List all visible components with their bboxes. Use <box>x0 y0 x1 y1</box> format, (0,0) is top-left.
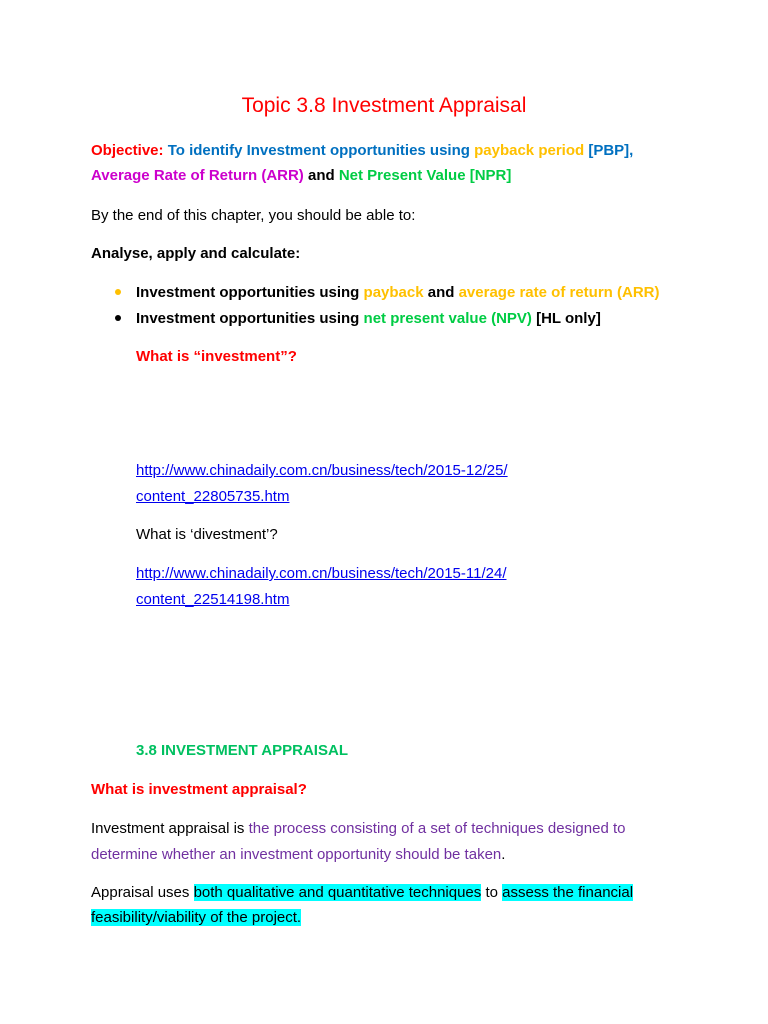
definition-end: . <box>501 846 506 863</box>
section-heading: 3.8 INVESTMENT APPRAISAL <box>136 742 348 759</box>
bullet-dot-2 <box>115 315 121 321</box>
appraisal-uses-assess: assess the financial <box>502 884 634 901</box>
appraisal-uses-lead: Appraisal uses <box>91 884 190 901</box>
definition-highlight-2: determine whether an investment opportunity should be taken <box>91 846 502 863</box>
bullet-1-and: and <box>427 284 455 301</box>
question-appraisal: What is investment appraisal? <box>91 781 307 798</box>
bullet-item-2 <box>136 309 601 329</box>
link-divestment-line-1[interactable]: http://www.chinadaily.com.cn/business/tech/2015-11/24/ <box>136 565 507 582</box>
question-investment: What is “investment”? <box>136 348 297 365</box>
definition-lead: Investment appraisal is <box>91 820 245 837</box>
objective-and: and <box>307 167 335 184</box>
appraisal-uses-feasibility: feasibility/viability of the project. <box>91 909 302 926</box>
definition-highlight-1: the process consisting of a set of techniques designed to <box>248 820 626 837</box>
link-divestment-line-2[interactable]: content_22514198.htm <box>136 591 290 608</box>
bullet-1-payback: payback <box>363 284 424 301</box>
objective-line-1 <box>91 141 633 161</box>
bullet-2-hl: [HL only] <box>536 310 601 327</box>
appraisal-uses-line-2 <box>91 908 301 928</box>
bullet-1-arr: average rate of return (ARR) <box>458 284 660 301</box>
objective-line-2 <box>91 166 511 186</box>
bullet-2-text: Investment opportunities using <box>136 310 360 327</box>
link-investment-line-1[interactable]: http://www.chinadaily.com.cn/business/tech/2015-12/25/ <box>136 462 508 479</box>
page-title: Topic 3.8 Investment Appraisal <box>241 94 527 117</box>
objective-label: Objective: <box>91 142 164 159</box>
definition-line-1 <box>91 819 625 839</box>
analyse-heading: Analyse, apply and calculate: <box>91 245 301 262</box>
objective-pbp: [PBP], <box>588 142 634 159</box>
bullet-item-1 <box>136 283 659 303</box>
objective-npv: Net Present Value [NPR] <box>338 167 512 184</box>
question-divestment: What is ‘divestment’? <box>136 526 278 543</box>
bullet-dot-1 <box>115 289 121 295</box>
intro-text: By the end of this chapter, you should be able to: <box>91 207 416 224</box>
objective-arr: Average Rate of Return (ARR) <box>91 167 304 184</box>
definition-line-2 <box>91 845 505 865</box>
objective-text: To identify Investment opportunities using <box>167 142 470 159</box>
bullet-2-npv: net present value (NPV) <box>363 310 532 327</box>
appraisal-uses-line-1 <box>91 883 633 903</box>
appraisal-uses-to: to <box>485 884 498 901</box>
bullet-1-text: Investment opportunities using <box>136 284 360 301</box>
objective-payback: payback period <box>474 142 585 159</box>
appraisal-uses-techniques: both qualitative and quantitative techniques <box>193 884 482 901</box>
link-investment-line-2[interactable]: content_22805735.htm <box>136 488 290 505</box>
